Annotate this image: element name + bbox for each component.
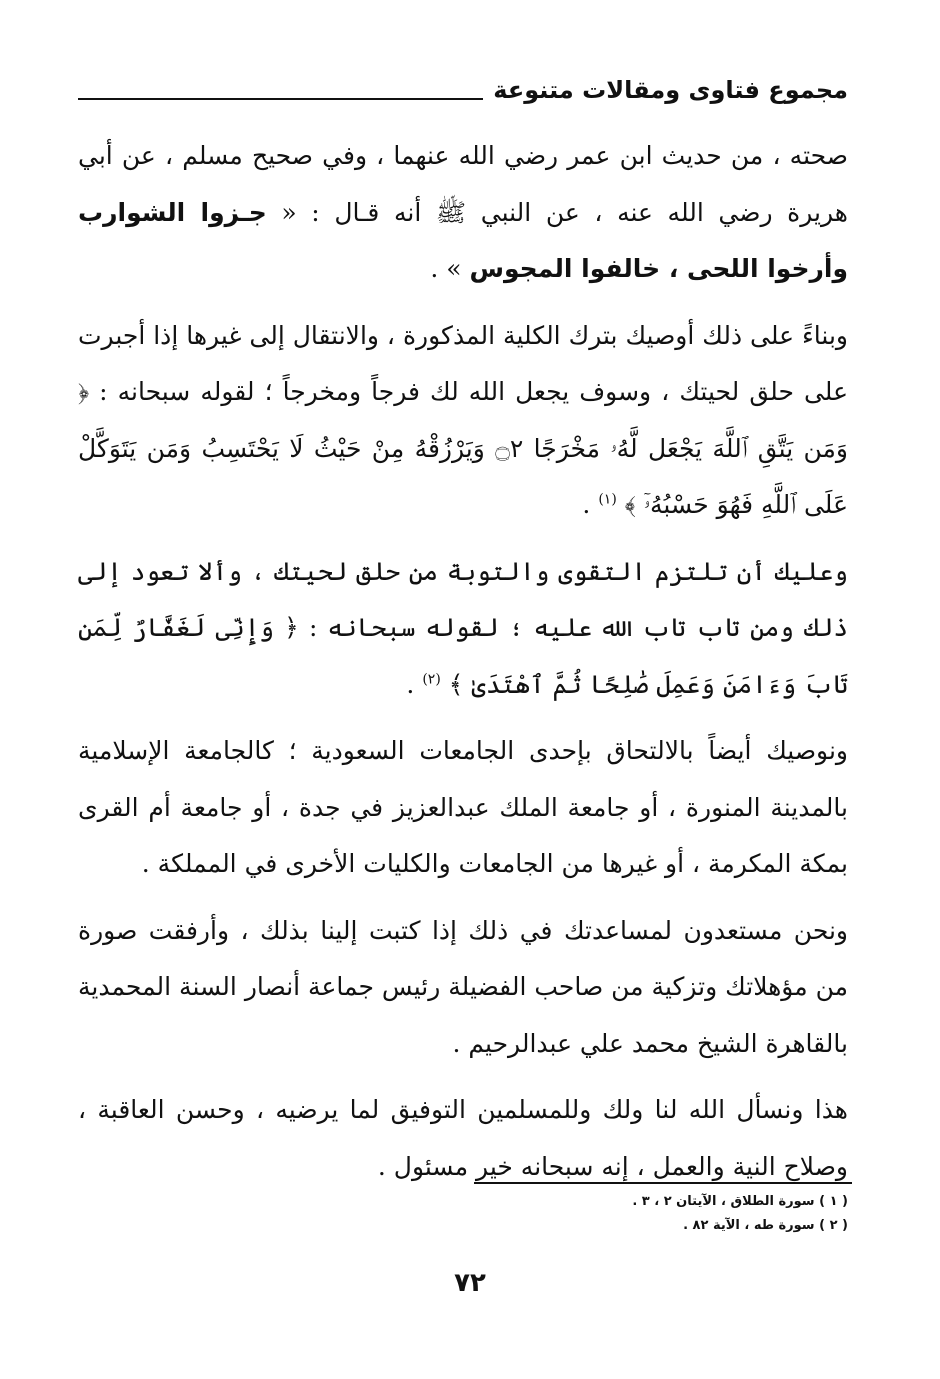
running-header (78, 62, 848, 102)
paragraph-4: ونوصيك أيضاً بالالتحاق بإحدى الجامعات السعودية ؛ كالجامعة الإسلامية بالمدينة المنورة ، أو جامعة الملك عبدالعزيز في جدة ، أو جامعة أم القرى بمكة المكرمة ، أو غيرها من الجامعات والكليات الأخرى في المملكة . (78, 736, 848, 878)
footnote-2: ( ٢ ) سورة طه ، الآية ٨٢ . (683, 1218, 848, 1233)
page-number: ٧٢ (454, 1268, 486, 1298)
paragraph-1-text: صحته ، من حديث ابن عمر رضي الله عنهما ، وفي صحيح مسلم ، عن أبي هريرة رضي الله عنه ، عن النبي ﷺ أنه قـال : « (78, 141, 848, 227)
paragraph-2-end: . (582, 490, 599, 519)
paragraph-2-text: وبناءً على ذلك أوصيك بترك الكلية المذكورة ، والانتقال إلى غيرها إذا أجبرت على حلق لحيتك ، وسوف يجعل الله لك فرجاً ومخرجاً ؛ لقوله سبحانه : ﴿ وَمَن يَتَّقِ ٱللَّهَ يَجْعَل لَّهُۥ مَخْرَجًا ۝٢ وَيَرْزُقْهُ مِنْ حَيْثُ لَا يَحْتَسِبُ وَمَن يَتَوَكَّلْ عَلَى ٱللَّهِ فَهُوَ حَسْبُهُۥٓ ﴾ (78, 320, 848, 519)
footnote-1: ( ١ ) سورة الطلاق ، الآيتان ٢ ، ٣ . (632, 1194, 848, 1209)
paragraph-5: ونحن مستعدون لمساعدتك في ذلك إذا كتبت إلينا بذلك ، وأرفقت صورة من مؤهلاتك وتزكية من صاحب الفضيلة رئيس جماعة أنصار السنة المحمدية بالقاهرة الشيخ محمد علي عبدالرحيم . (78, 915, 848, 1058)
paragraph-3 (78, 544, 848, 714)
paragraph-3-end: . (406, 669, 423, 699)
hadith-quote: جـزوا الشوارب وأرخوا اللحى ، خالفوا المجوس (78, 197, 848, 283)
paragraph-1 (78, 128, 848, 298)
body-text (78, 128, 848, 1205)
paragraph-1-end: » . (430, 254, 462, 283)
header-rule (78, 98, 483, 100)
paragraph-2 (78, 308, 848, 534)
paragraph-6: هذا ونسأل الله لنا ولك وللمسلمين التوفيق لما يرضيه ، وحسن العاقبة ، وصلاح النية والعمل ، إنه سبحانه خير مسئول . (78, 1095, 848, 1181)
paragraph-3-text: وعليك أن تلتزم التقوى والتوبة من حلق لحيتك ، وألا تعود إلى ذلك ومن تاب تاب الله عليه ؛ لقوله سبحانه : ﴿ وَإِنِّى لَغَفَّارٌ لِّمَن تَابَ وَءَامَنَ وَعَمِلَ صَٰلِحًا ثُمَّ ٱهْتَدَىٰ ﴾ (78, 556, 848, 699)
running-title: مجموع فتاوى ومقالات متنوعة (493, 76, 848, 104)
footnote-ref-1: (١) (598, 491, 617, 508)
footnote-ref-2: (٢) (422, 671, 441, 688)
footnote-rule (474, 1182, 852, 1184)
footnotes (348, 1190, 848, 1238)
